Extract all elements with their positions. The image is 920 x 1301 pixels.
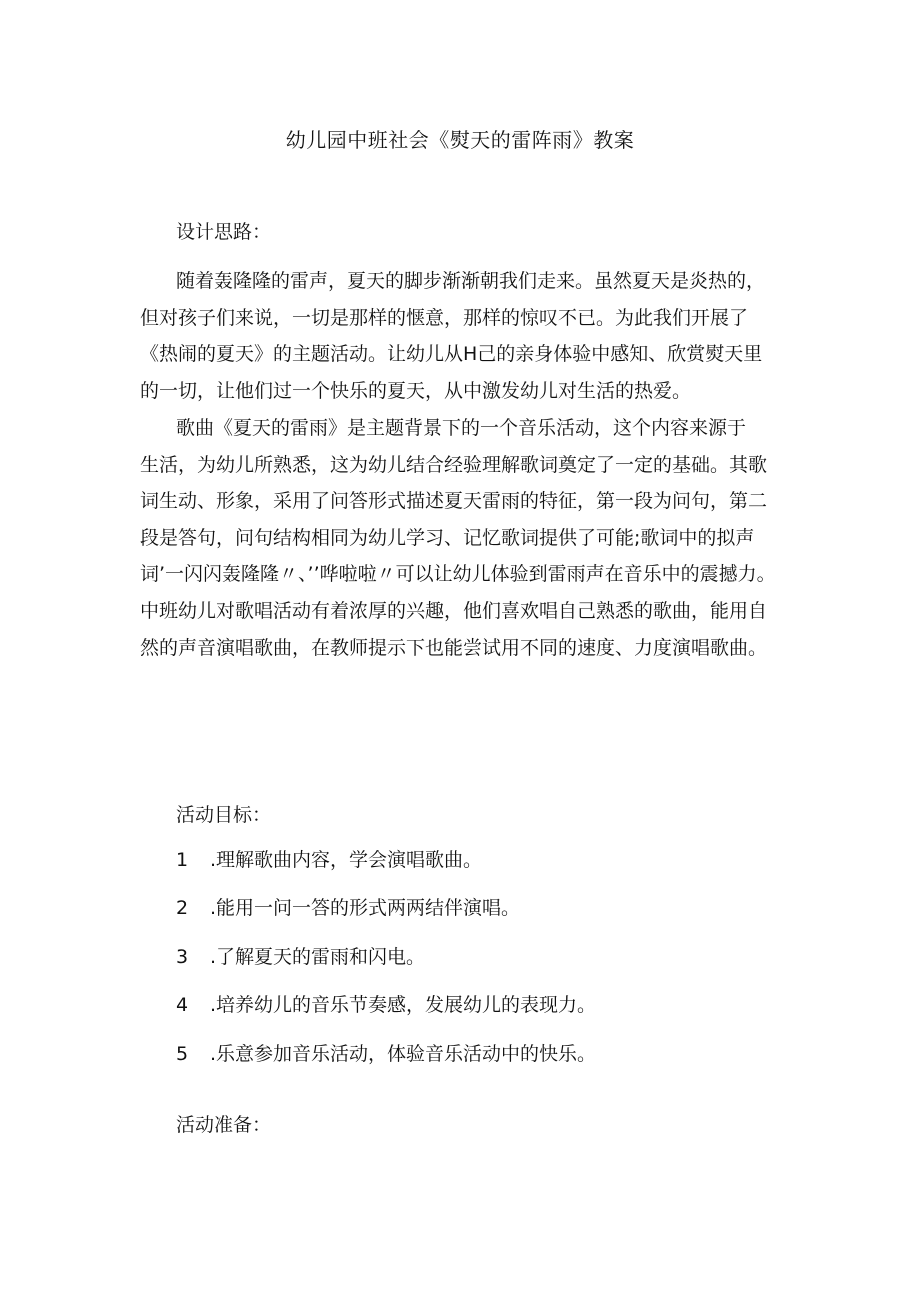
document-title: 幼儿园中班社会《熨天的雷阵雨》教案 <box>285 128 635 152</box>
prep-heading: 活动准备： <box>176 1114 272 1136</box>
paragraph-line: 歌曲《夏天的雷雨》是主题背景下的一个音乐活动，这个内容来源于 <box>176 417 747 439</box>
goals-heading: 活动目标： <box>176 804 272 826</box>
goal-text: .了解夏天的雷雨和闪电。 <box>210 946 426 968</box>
goal-item <box>176 1041 596 1067</box>
goal-number: 1 <box>176 849 189 871</box>
goal-number: 4 <box>176 994 189 1016</box>
paragraph-line: 随着轰隆隆的雷声，夏天的脚步渐渐朝我们走来。虽然夏天是炎热的， <box>176 270 766 292</box>
goal-item <box>176 847 482 873</box>
goal-text: .理解歌曲内容，学会演唱歌曲。 <box>210 849 483 871</box>
design-paragraph-2 <box>140 410 800 666</box>
goal-number: 2 <box>176 897 189 919</box>
goal-number: 5 <box>176 1043 189 1065</box>
paragraph-line: 的一切，让他们过一个快乐的夏天，从中激发幼儿对生活的热爱。 <box>140 379 692 402</box>
goal-item <box>176 992 596 1018</box>
paragraph-line: 中班幼儿对歌唱活动有着浓厚的兴趣，他们喜欢唱自己熟悉的歌曲，能用自 <box>140 599 768 622</box>
goal-item <box>176 895 520 921</box>
paragraph-line: 生活，为幼儿所熟悉，这为幼儿结合经验理解歌词奠定了一定的基础。其歌 <box>140 453 768 476</box>
paragraph-line: 段是答句，问句结构相同为幼儿学习、记忆歌词提供了可能;歌词中的拟声 <box>140 526 755 549</box>
paragraph-line: 词’一闪闪轰隆隆〃、’’哗啦啦〃可以让幼儿体验到雷雨声在音乐中的震撼力。 <box>140 563 776 586</box>
goal-number: 3 <box>176 946 189 968</box>
goal-item <box>176 944 425 970</box>
paragraph-line: 词生动、形象，采用了问答形式描述夏天雷雨的特征，第一段为问句，第二 <box>140 490 768 513</box>
paragraph-line: 《热闹的夏天》的主题活动。让幼儿从H己的亲身体验中感知、欣赏熨天里 <box>140 343 763 366</box>
goal-text: .乐意参加音乐活动，体验音乐活动中的快乐。 <box>210 1043 597 1065</box>
design-paragraph-1 <box>140 263 800 409</box>
goal-text: .培养幼儿的音乐节奏感，发展幼儿的表现力。 <box>210 994 597 1016</box>
paragraph-line: 然的声音演唱歌曲，在教师提示下也能尝试用不同的速度、力度演唱歌曲。 <box>140 636 768 659</box>
design-heading: 设计思路： <box>176 221 272 243</box>
paragraph-line: 但对孩子们来说，一切是那样的惬意，那样的惊叹不已。为此我们开展了 <box>140 306 749 329</box>
goal-text: .能用一问一答的形式两两结伴演唱。 <box>210 897 521 919</box>
